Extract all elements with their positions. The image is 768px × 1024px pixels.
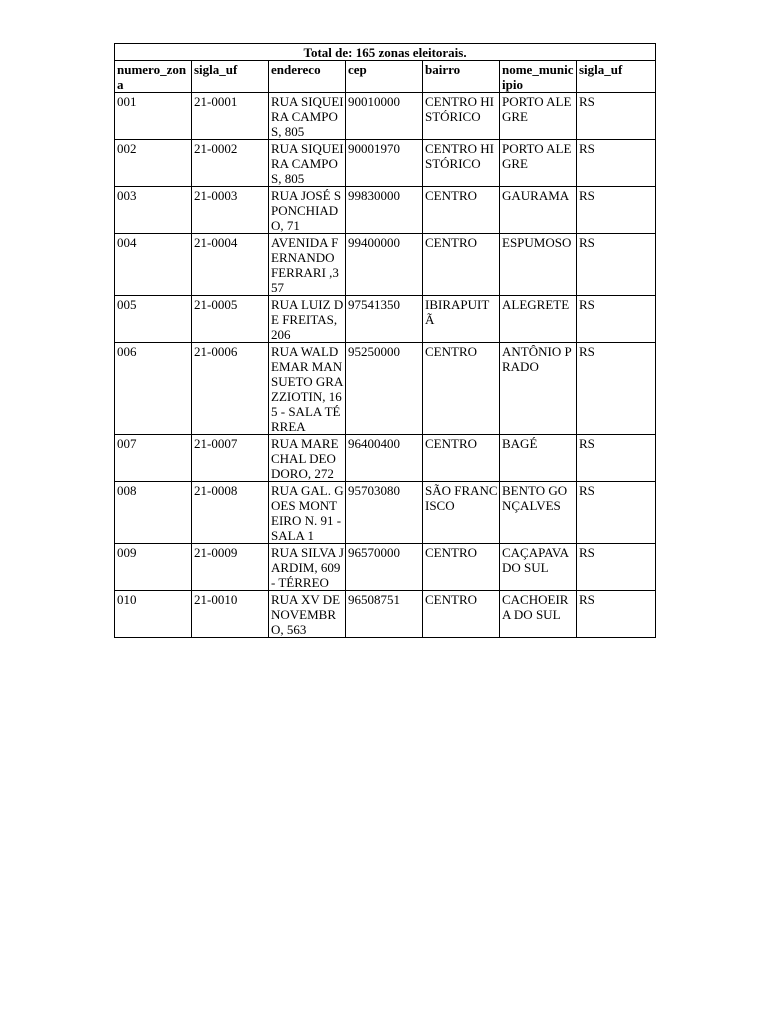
- table-body: [115, 93, 656, 638]
- cell-endereco: AVENIDA FERNANDO FERRARI ,357: [269, 234, 346, 296]
- cell-nome-municipio: PORTO ALEGRE: [500, 93, 577, 140]
- cell-numero-zona: 006: [115, 343, 192, 435]
- table-row: [115, 187, 656, 234]
- cell-bairro: CENTRO: [423, 544, 500, 591]
- zonas-table: [114, 43, 656, 638]
- cell-sigla-uf-2: RS: [577, 187, 656, 234]
- cell-cep: 95703080: [346, 482, 423, 544]
- cell-endereco: RUA GAL. GOES MONTEIRO N. 91 - SALA 1: [269, 482, 346, 544]
- cell-cep: 96508751: [346, 591, 423, 638]
- cell-bairro: SÃO FRANCISCO: [423, 482, 500, 544]
- cell-sigla-uf: 21-0004: [192, 234, 269, 296]
- cell-bairro: CENTRO HISTÓRICO: [423, 140, 500, 187]
- col-numero-zona-header: numero_zona: [115, 61, 192, 93]
- cell-sigla-uf-2: RS: [577, 435, 656, 482]
- header-row: [115, 61, 656, 93]
- cell-bairro: CENTRO HISTÓRICO: [423, 93, 500, 140]
- col-cep-header: cep: [346, 61, 423, 93]
- cell-nome-municipio: BENTO GONÇALVES: [500, 482, 577, 544]
- cell-sigla-uf-2: RS: [577, 544, 656, 591]
- table-row: [115, 296, 656, 343]
- cell-cep: 96570000: [346, 544, 423, 591]
- cell-bairro: CENTRO: [423, 187, 500, 234]
- cell-numero-zona: 004: [115, 234, 192, 296]
- col-sigla-uf-2-header: sigla_uf: [577, 61, 656, 93]
- table-row: [115, 140, 656, 187]
- cell-bairro: CENTRO: [423, 591, 500, 638]
- title-row: [115, 44, 656, 61]
- cell-endereco: RUA LUIZ DE FREITAS, 206: [269, 296, 346, 343]
- cell-bairro: CENTRO: [423, 234, 500, 296]
- col-nome-municipio-header: nome_municipio: [500, 61, 577, 93]
- cell-nome-municipio: CACHOEIRA DO SUL: [500, 591, 577, 638]
- cell-bairro: CENTRO: [423, 343, 500, 435]
- table-row: [115, 234, 656, 296]
- cell-endereco: RUA WALDEMAR MANSUETO GRAZZIOTIN, 165 - SALA TÉRREA: [269, 343, 346, 435]
- cell-nome-municipio: CAÇAPAVA DO SUL: [500, 544, 577, 591]
- cell-cep: 99400000: [346, 234, 423, 296]
- cell-sigla-uf-2: RS: [577, 93, 656, 140]
- cell-numero-zona: 002: [115, 140, 192, 187]
- table-row: [115, 343, 656, 435]
- cell-sigla-uf: 21-0003: [192, 187, 269, 234]
- cell-nome-municipio: BAGÉ: [500, 435, 577, 482]
- cell-sigla-uf-2: RS: [577, 343, 656, 435]
- cell-sigla-uf: 21-0007: [192, 435, 269, 482]
- cell-sigla-uf: 21-0002: [192, 140, 269, 187]
- cell-numero-zona: 008: [115, 482, 192, 544]
- table-row: [115, 435, 656, 482]
- cell-cep: 99830000: [346, 187, 423, 234]
- cell-endereco: RUA MARECHAL DEODORO, 272: [269, 435, 346, 482]
- cell-bairro: IBIRAPUITÃ: [423, 296, 500, 343]
- cell-nome-municipio: ANTÔNIO PRADO: [500, 343, 577, 435]
- cell-numero-zona: 003: [115, 187, 192, 234]
- col-bairro-header: bairro: [423, 61, 500, 93]
- cell-numero-zona: 005: [115, 296, 192, 343]
- table-row: [115, 544, 656, 591]
- cell-sigla-uf: 21-0010: [192, 591, 269, 638]
- cell-nome-municipio: GAURAMA: [500, 187, 577, 234]
- cell-endereco: RUA XV DE NOVEMBRO, 563: [269, 591, 346, 638]
- table-row: [115, 93, 656, 140]
- cell-sigla-uf: 21-0005: [192, 296, 269, 343]
- table-row: [115, 591, 656, 638]
- cell-numero-zona: 001: [115, 93, 192, 140]
- cell-cep: 95250000: [346, 343, 423, 435]
- col-sigla-uf-header: sigla_uf: [192, 61, 269, 93]
- cell-endereco: RUA SIQUEIRA CAMPOS, 805: [269, 93, 346, 140]
- cell-sigla-uf: 21-0008: [192, 482, 269, 544]
- cell-nome-municipio: ESPUMOSO: [500, 234, 577, 296]
- cell-sigla-uf-2: RS: [577, 482, 656, 544]
- cell-cep: 90001970: [346, 140, 423, 187]
- cell-endereco: RUA SILVA JARDIM, 609 - TÉRREO: [269, 544, 346, 591]
- col-endereco-header: endereco: [269, 61, 346, 93]
- cell-sigla-uf: 21-0006: [192, 343, 269, 435]
- cell-sigla-uf: 21-0009: [192, 544, 269, 591]
- cell-endereco: RUA JOSÉ SPONCHIADO, 71: [269, 187, 346, 234]
- cell-sigla-uf-2: RS: [577, 140, 656, 187]
- cell-cep: 96400400: [346, 435, 423, 482]
- table-title: Total de: 165 zonas eleitorais.: [115, 44, 656, 61]
- cell-sigla-uf: 21-0001: [192, 93, 269, 140]
- cell-numero-zona: 007: [115, 435, 192, 482]
- table-row: [115, 482, 656, 544]
- cell-numero-zona: 009: [115, 544, 192, 591]
- cell-bairro: CENTRO: [423, 435, 500, 482]
- cell-sigla-uf-2: RS: [577, 296, 656, 343]
- cell-nome-municipio: PORTO ALEGRE: [500, 140, 577, 187]
- cell-cep: 90010000: [346, 93, 423, 140]
- cell-sigla-uf-2: RS: [577, 234, 656, 296]
- cell-cep: 97541350: [346, 296, 423, 343]
- cell-endereco: RUA SIQUEIRA CAMPOS, 805: [269, 140, 346, 187]
- cell-sigla-uf-2: RS: [577, 591, 656, 638]
- cell-nome-municipio: ALEGRETE: [500, 296, 577, 343]
- cell-numero-zona: 010: [115, 591, 192, 638]
